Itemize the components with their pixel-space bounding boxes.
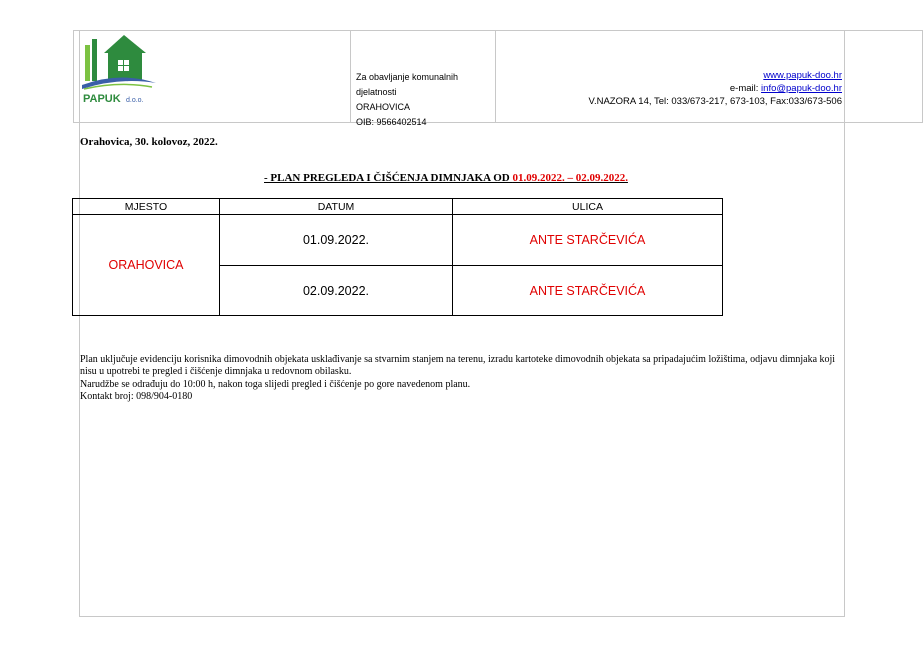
column-header-datum: DATUM bbox=[220, 199, 453, 215]
notes-section bbox=[80, 354, 840, 403]
company-info bbox=[356, 70, 492, 130]
plan-date-range: 01.09.2022. – 02.09.2022. bbox=[512, 172, 628, 184]
street-cell: ANTE STARČEVIĆA bbox=[453, 266, 723, 316]
schedule-table bbox=[72, 198, 723, 316]
date-cell: 02.09.2022. bbox=[220, 266, 453, 316]
svg-text:PAPUK: PAPUK bbox=[83, 93, 121, 105]
date-cell: 01.09.2022. bbox=[220, 215, 453, 266]
company-line: ORAHOVICA bbox=[356, 102, 411, 112]
email-label: e-mail: bbox=[729, 83, 759, 94]
email-link[interactable]: info@papuk-doo.hr bbox=[761, 83, 842, 94]
table-row bbox=[73, 215, 723, 266]
contact-number: Kontakt broj: 098/904-0180 bbox=[80, 390, 193, 402]
company-line: djelatnosti bbox=[356, 87, 397, 97]
column-header-ulica: ULICA bbox=[453, 199, 723, 215]
company-line: Za obavljanje komunalnih bbox=[356, 72, 459, 82]
company-oib: OIB: 9566402514 bbox=[356, 117, 427, 127]
svg-text:d.o.o.: d.o.o. bbox=[126, 97, 144, 104]
contact-info bbox=[500, 69, 842, 108]
plan-title-text: - PLAN PREGLEDA I ČIŠĆENJA DIMNJAKA OD bbox=[264, 172, 513, 184]
location-cell: ORAHOVICA bbox=[73, 215, 220, 316]
plan-title bbox=[264, 172, 628, 184]
header-divider bbox=[350, 30, 351, 123]
header-divider bbox=[495, 30, 496, 123]
header-divider bbox=[73, 30, 74, 123]
date-line: Orahovica, 30. kolovoz, 2022. bbox=[80, 136, 218, 148]
street-cell: ANTE STARČEVIĆA bbox=[453, 215, 723, 266]
header-top-rule bbox=[73, 30, 923, 31]
table-header-row bbox=[73, 199, 723, 215]
column-header-mjesto: MJESTO bbox=[73, 199, 220, 215]
website-link[interactable]: www.papuk-doo.hr bbox=[763, 70, 842, 81]
address-line: V.NAZORA 14, Tel: 033/673-217, 673-103, Fax:033/673-506 bbox=[588, 96, 842, 107]
header-bottom-rule bbox=[73, 122, 923, 123]
note-paragraph: Plan uključuje evidenciju korisnika dimovodnih objekata usklađivanje sa stvarnim stanjem na terenu, izradu kartoteke dimovodnih objekata sa pripadajućim ložištima, odjavu dimnjaka koji nisu u upotrebi te pregled i čišćenje dimnjaka u redovnom obilasku. bbox=[80, 354, 836, 378]
company-logo bbox=[80, 31, 160, 106]
note-paragraph: Narudžbe se odrađuju do 10:00 h, nakon toga slijedi pregled i čišćenje po gore navedenom planu. bbox=[80, 378, 471, 390]
